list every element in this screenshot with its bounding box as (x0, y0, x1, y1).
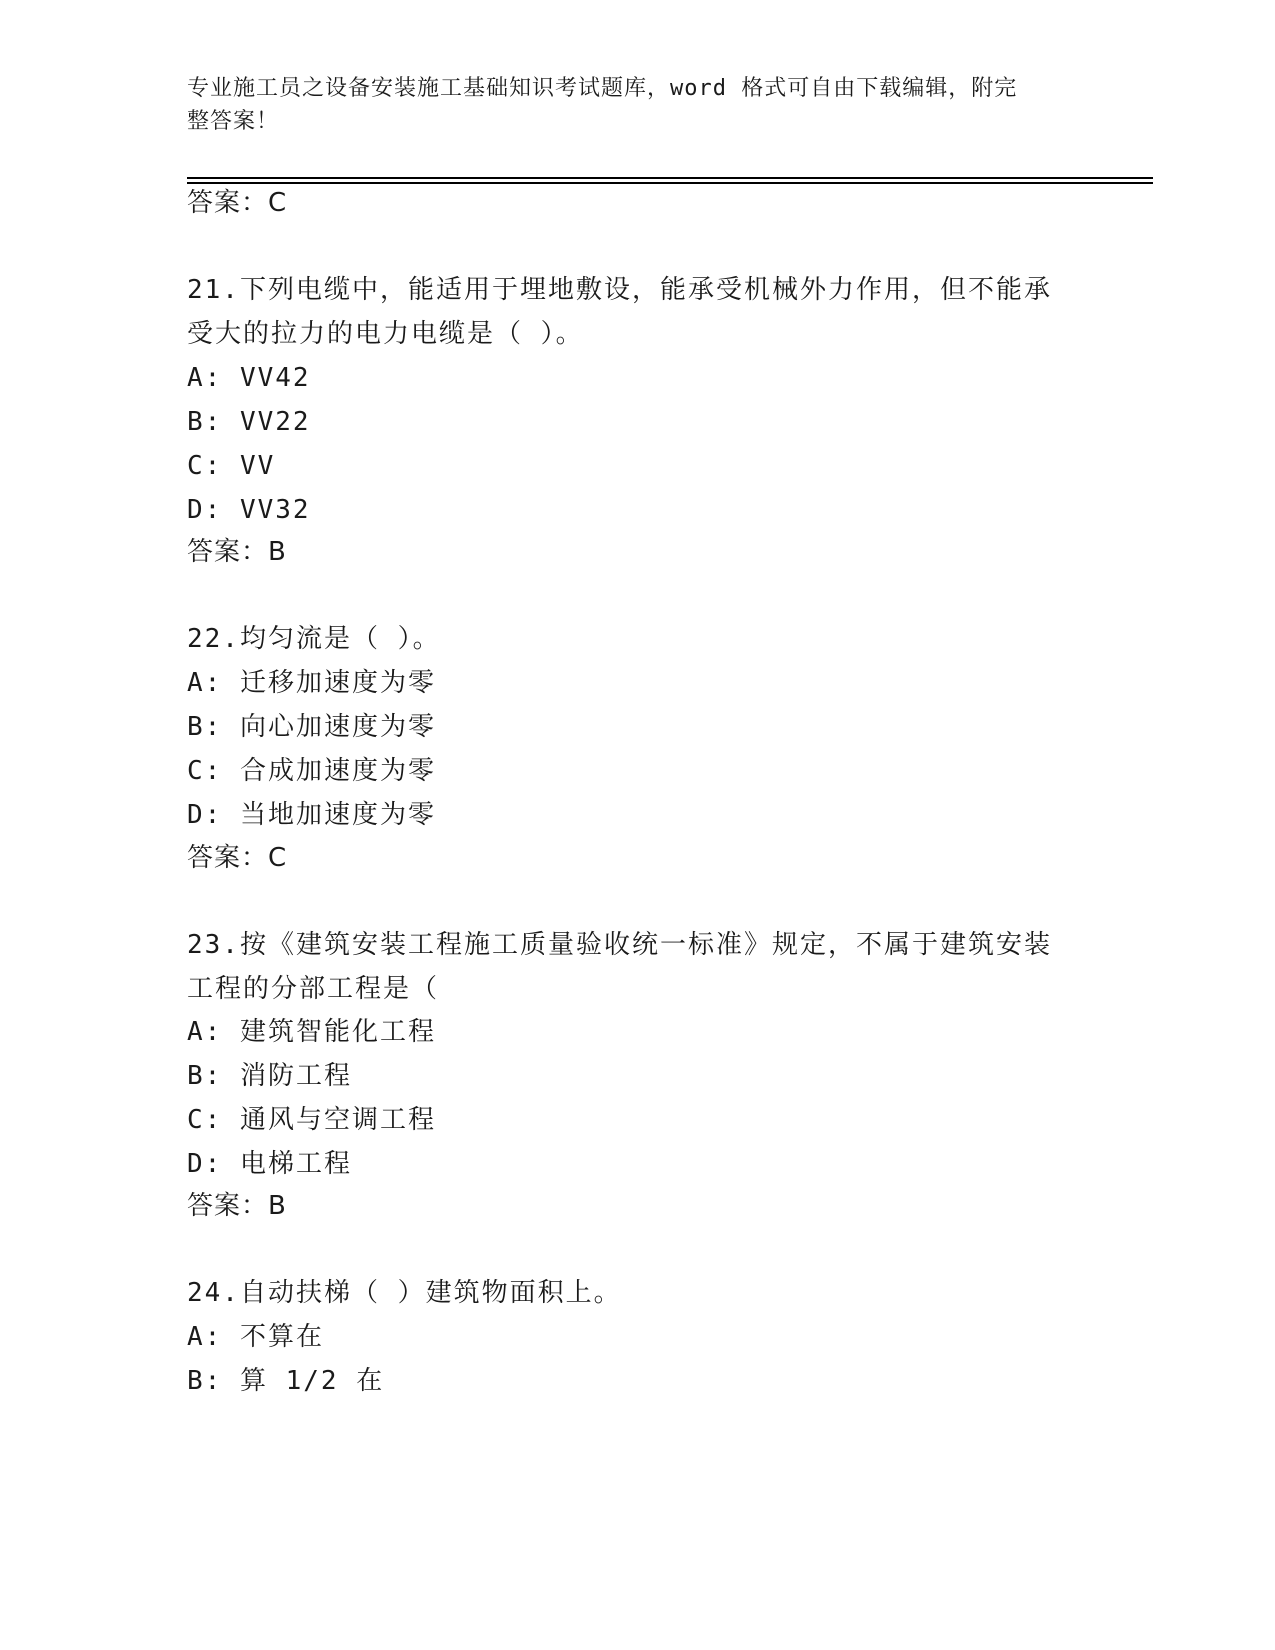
question-24-option-a: A: 不算在 (187, 1322, 324, 1352)
question-21-answer: 答案：B (187, 537, 287, 567)
question-21-option-d: D: VV32 (187, 495, 311, 525)
question-23-stem-line-2: 工程的分部工程是（ (187, 974, 440, 1004)
header-line-1: 专业施工员之设备安装施工基础知识考试题库，word 格式可自由下载编辑，附完 (187, 76, 1018, 101)
question-22-option-b: B: 向心加速度为零 (187, 712, 436, 742)
question-23-option-c: C: 通风与空调工程 (187, 1105, 436, 1135)
question-23-option-b: B: 消防工程 (187, 1061, 352, 1091)
question-24-option-b: B: 算 1/2 在 (187, 1366, 385, 1396)
previous-answer: 答案：C (187, 188, 288, 218)
question-23-option-d: D: 电梯工程 (187, 1149, 352, 1179)
header-divider-top (187, 177, 1153, 179)
question-23-answer: 答案：B (187, 1191, 287, 1221)
document-header (187, 72, 1067, 138)
question-22-option-d: D: 当地加速度为零 (187, 800, 436, 830)
question-23-option-a: A: 建筑智能化工程 (187, 1017, 436, 1047)
question-22-answer: 答案：C (187, 843, 288, 873)
question-22-stem-line-1: 22.均匀流是（ ）。 (187, 624, 441, 654)
header-line-2: 整答案！ (187, 109, 280, 134)
question-21-stem-line-2: 受大的拉力的电力电缆是（ ）。 (187, 319, 584, 349)
header-divider-bottom (187, 182, 1153, 184)
question-24-stem-line-1: 24.自动扶梯（ ）建筑物面积上。 (187, 1278, 622, 1308)
question-21-stem-line-1: 21.下列电缆中，能适用于埋地敷设，能承受机械外力作用，但不能承 (187, 275, 1052, 305)
question-21-option-a: A: VV42 (187, 363, 311, 393)
question-23-stem-line-1: 23.按《建筑安装工程施工质量验收统一标准》规定，不属于建筑安装 (187, 930, 1052, 960)
question-22-option-c: C: 合成加速度为零 (187, 756, 436, 786)
question-22-option-a: A: 迁移加速度为零 (187, 668, 436, 698)
question-21-option-b: B: VV22 (187, 407, 311, 437)
question-21-option-c: C: VV (187, 451, 276, 481)
